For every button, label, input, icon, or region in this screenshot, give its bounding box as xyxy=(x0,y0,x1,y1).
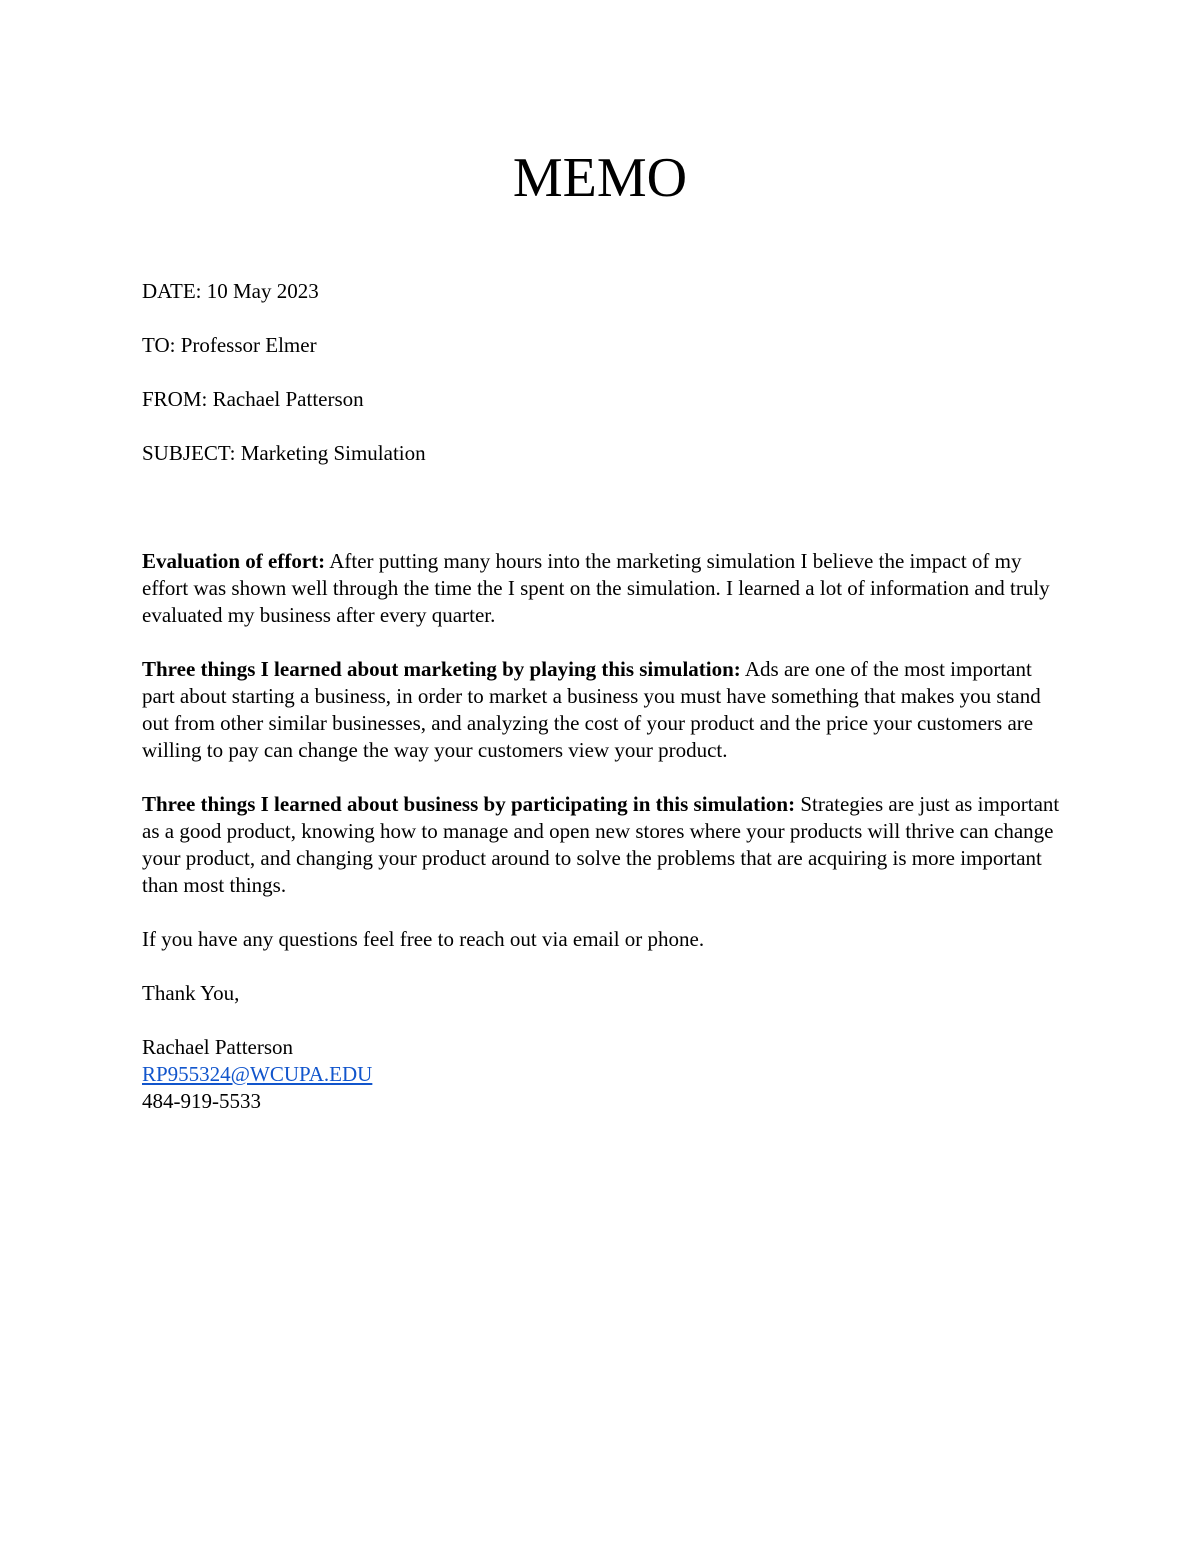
evaluation-label: Evaluation of effort: xyxy=(142,549,326,573)
date-line: DATE: 10 May 2023 xyxy=(142,279,319,303)
evaluation-paragraph xyxy=(142,548,1062,629)
business-paragraph xyxy=(142,791,1062,899)
memo-title: MEMO xyxy=(512,147,688,209)
signature-email-line xyxy=(142,1061,1062,1088)
signature-email-link[interactable]: RP955324@WCUPA.EDU xyxy=(142,1062,373,1086)
memo-header xyxy=(142,278,1072,494)
to-line: TO: Professor Elmer xyxy=(142,333,317,357)
marketing-text: Ads are one of the most important part about starting a business, in order to market a business you must have something that makes you stand out from other similar businesses, and analyzing the cost of your product and the price your customers are willing to pay can change the way your customers view your product. xyxy=(142,657,1041,762)
contact-note: If you have any questions feel free to reach out via email or phone. xyxy=(142,927,705,951)
closing-line: Thank You, xyxy=(142,981,240,1005)
subject-line: SUBJECT: Marketing Simulation xyxy=(142,441,426,465)
marketing-label: Three things I learned about marketing by playing this simulation: xyxy=(142,657,741,681)
memo-body xyxy=(142,548,1062,1115)
business-label: Three things I learned about business by participating in this simulation: xyxy=(142,792,796,816)
signature-name: Rachael Patterson xyxy=(142,1035,294,1059)
signature-block xyxy=(142,1034,1062,1115)
from-line: FROM: Rachael Patterson xyxy=(142,387,364,411)
business-text: Strategies are just as important as a good product, knowing how to manage and open new stores where your products will thrive can change your product, and changing your product around to solve the problems that are acquiring is more important than most things. xyxy=(142,792,1060,897)
signature-phone: 484-919-5533 xyxy=(142,1089,261,1113)
marketing-paragraph xyxy=(142,656,1062,764)
evaluation-text: After putting many hours into the marketing simulation I believe the impact of my effort was shown well through the time the I spent on the simulation. I learned a lot of information and truly evaluated my business after every quarter. xyxy=(142,549,1050,627)
